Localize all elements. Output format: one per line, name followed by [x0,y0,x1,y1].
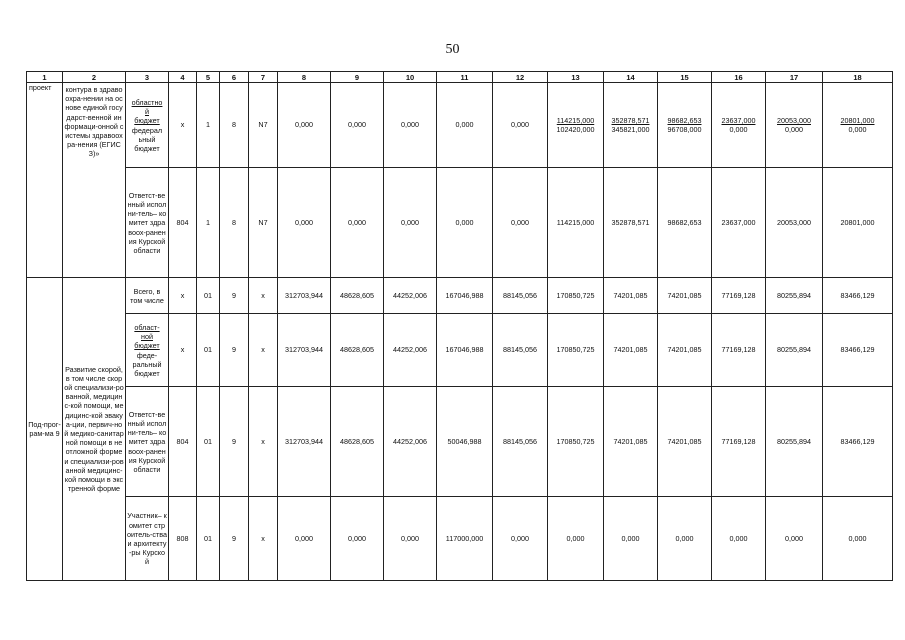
value-bottom: 345821,000 [611,125,650,134]
cell: 01 [197,314,220,387]
header-cell: 2 [63,72,126,83]
cell: 170850,725 [548,387,604,497]
cell: 0,000 [384,497,437,581]
value-bottom: 0,000 [729,125,748,134]
cell: 8 [220,168,249,278]
cell [823,83,893,168]
cell: 312703,944 [278,314,331,387]
table-row [27,278,893,314]
cell: 48628,605 [331,278,384,314]
cell: 77169,128 [712,387,766,497]
header-cell: 10 [384,72,437,83]
header-cell: 9 [331,72,384,83]
cell: 83466,129 [823,278,893,314]
budget-table [26,71,893,581]
cell: 8 [220,83,249,168]
cell: 44252,006 [384,387,437,497]
cell [712,83,766,168]
cell: 0,000 [604,497,658,581]
cell: х [249,497,278,581]
cell: 01 [197,497,220,581]
cell: 48628,605 [331,387,384,497]
cell: 167046,988 [437,314,493,387]
cell [548,83,604,168]
table-row [27,497,893,581]
cell: 48628,605 [331,314,384,387]
cell: 0,000 [437,83,493,168]
cell: х [249,278,278,314]
cell: 117000,000 [437,497,493,581]
cell: 170850,725 [548,278,604,314]
cell: 74201,085 [604,387,658,497]
cell: 74201,085 [658,278,712,314]
header-cell: 6 [220,72,249,83]
header-cell: 14 [604,72,658,83]
cell: 0,000 [658,497,712,581]
cell: 77169,128 [712,314,766,387]
total-label: Всего, в том числе [126,278,169,314]
header-cell: 15 [658,72,712,83]
subprogram-label: Под-прог-рам-ма 9 [27,278,63,581]
cell: 88145,056 [493,387,548,497]
value-top: 23637,000 [721,115,756,125]
cell: х [249,314,278,387]
table-row [27,83,893,168]
funding-source: област- ной бюджет феде- ральный бюджет [126,314,169,387]
cell [604,83,658,168]
value-top: 98682,653 [667,115,702,125]
header-cell: 5 [197,72,220,83]
cell: 9 [220,497,249,581]
cell: 167046,988 [437,278,493,314]
project-label: проект [27,83,63,278]
table-row [27,168,893,278]
cell: х [169,83,197,168]
header-cell: 3 [126,72,169,83]
cell: х [249,387,278,497]
cell: 0,000 [823,497,893,581]
cell: 50046,988 [437,387,493,497]
value-top: 114215,000 [556,115,595,125]
cell: 0,000 [331,168,384,278]
cell: 88145,056 [493,314,548,387]
cell: 0,000 [493,168,548,278]
cell: 1 [197,168,220,278]
cell: 80255,894 [766,314,823,387]
header-cell: 11 [437,72,493,83]
cell: 20801,000 [823,168,893,278]
cell: 0,000 [331,497,384,581]
cell: 170850,725 [548,314,604,387]
cell: 0,000 [437,168,493,278]
cell [658,83,712,168]
cell: 88145,056 [493,278,548,314]
cell: 312703,944 [278,278,331,314]
value-bottom: 0,000 [785,125,803,134]
cell: х [169,278,197,314]
cell: 74201,085 [658,387,712,497]
cell: х [169,314,197,387]
header-cell: 18 [823,72,893,83]
header-cell: 4 [169,72,197,83]
cell: 01 [197,387,220,497]
cell: 20053,000 [766,168,823,278]
cell: N7 [249,168,278,278]
cell: 80255,894 [766,387,823,497]
cell: 0,000 [384,83,437,168]
value-bottom: 102420,000 [556,125,595,134]
subprogram-description: Развитие скорой, в том числе скорой специализи-рованной, медицинс-кой помощи, медицинс-кой эвакуа-ции, первич-ной медико-санитарной помощи в неотложной форме и специализи-рованной медицинс-кой помощи в экстренной форме [63,278,126,581]
cell: 114215,000 [548,168,604,278]
cell: 352878,571 [604,168,658,278]
cell: 804 [169,168,197,278]
header-cell: 13 [548,72,604,83]
cell: 0,000 [548,497,604,581]
header-cell: 7 [249,72,278,83]
value-top: 20053,000 [777,115,811,125]
header-cell: 1 [27,72,63,83]
cell: 0,000 [384,168,437,278]
cell: 0,000 [278,168,331,278]
cell: 9 [220,314,249,387]
cell: 74201,085 [604,314,658,387]
cell: 23637,000 [712,168,766,278]
cell: 312703,944 [278,387,331,497]
cell: 83466,129 [823,314,893,387]
participant: Участник– комитет строитель-ства и архитекту-ры Курской [126,497,169,581]
value-top: 352878,571 [611,115,650,125]
cell: 83466,129 [823,387,893,497]
cell [766,83,823,168]
cell: 44252,006 [384,314,437,387]
page-number: 50 [445,42,460,57]
cell: 0,000 [493,83,548,168]
cell: 44252,006 [384,278,437,314]
table-row [27,314,893,387]
cell: 0,000 [712,497,766,581]
project-description: контура в здравоохра-нении на основе единой государст-венной информаци-онной системы здравоохра-нения (ЕГИСЗ)» [63,83,126,278]
cell: 9 [220,387,249,497]
cell: 0,000 [278,83,331,168]
table-row [27,387,893,497]
responsible-executor: Ответст-венный исполни-тель– комитет здравоох-ранения Курской области [126,387,169,497]
cell: 01 [197,278,220,314]
header-cell: 16 [712,72,766,83]
cell: 808 [169,497,197,581]
header-cell: 12 [493,72,548,83]
cell: 0,000 [766,497,823,581]
header-cell: 8 [278,72,331,83]
header-cell: 17 [766,72,823,83]
cell: 0,000 [278,497,331,581]
value-bottom: 0,000 [848,125,867,134]
cell: 804 [169,387,197,497]
cell: 74201,085 [604,278,658,314]
responsible-executor: Ответст-венный исполни-тель– комитет здравоох-ранения Курской области [126,168,169,278]
cell: N7 [249,83,278,168]
cell: 9 [220,278,249,314]
cell: 1 [197,83,220,168]
cell: 0,000 [493,497,548,581]
value-bottom: 96708,000 [667,125,702,134]
cell: 77169,128 [712,278,766,314]
cell: 80255,894 [766,278,823,314]
funding-source: областно й бюджет федерал ьный бюджет [126,83,169,168]
header-row [27,72,893,83]
cell: 74201,085 [658,314,712,387]
cell: 98682,653 [658,168,712,278]
value-top: 20801,000 [840,115,875,125]
cell: 0,000 [331,83,384,168]
